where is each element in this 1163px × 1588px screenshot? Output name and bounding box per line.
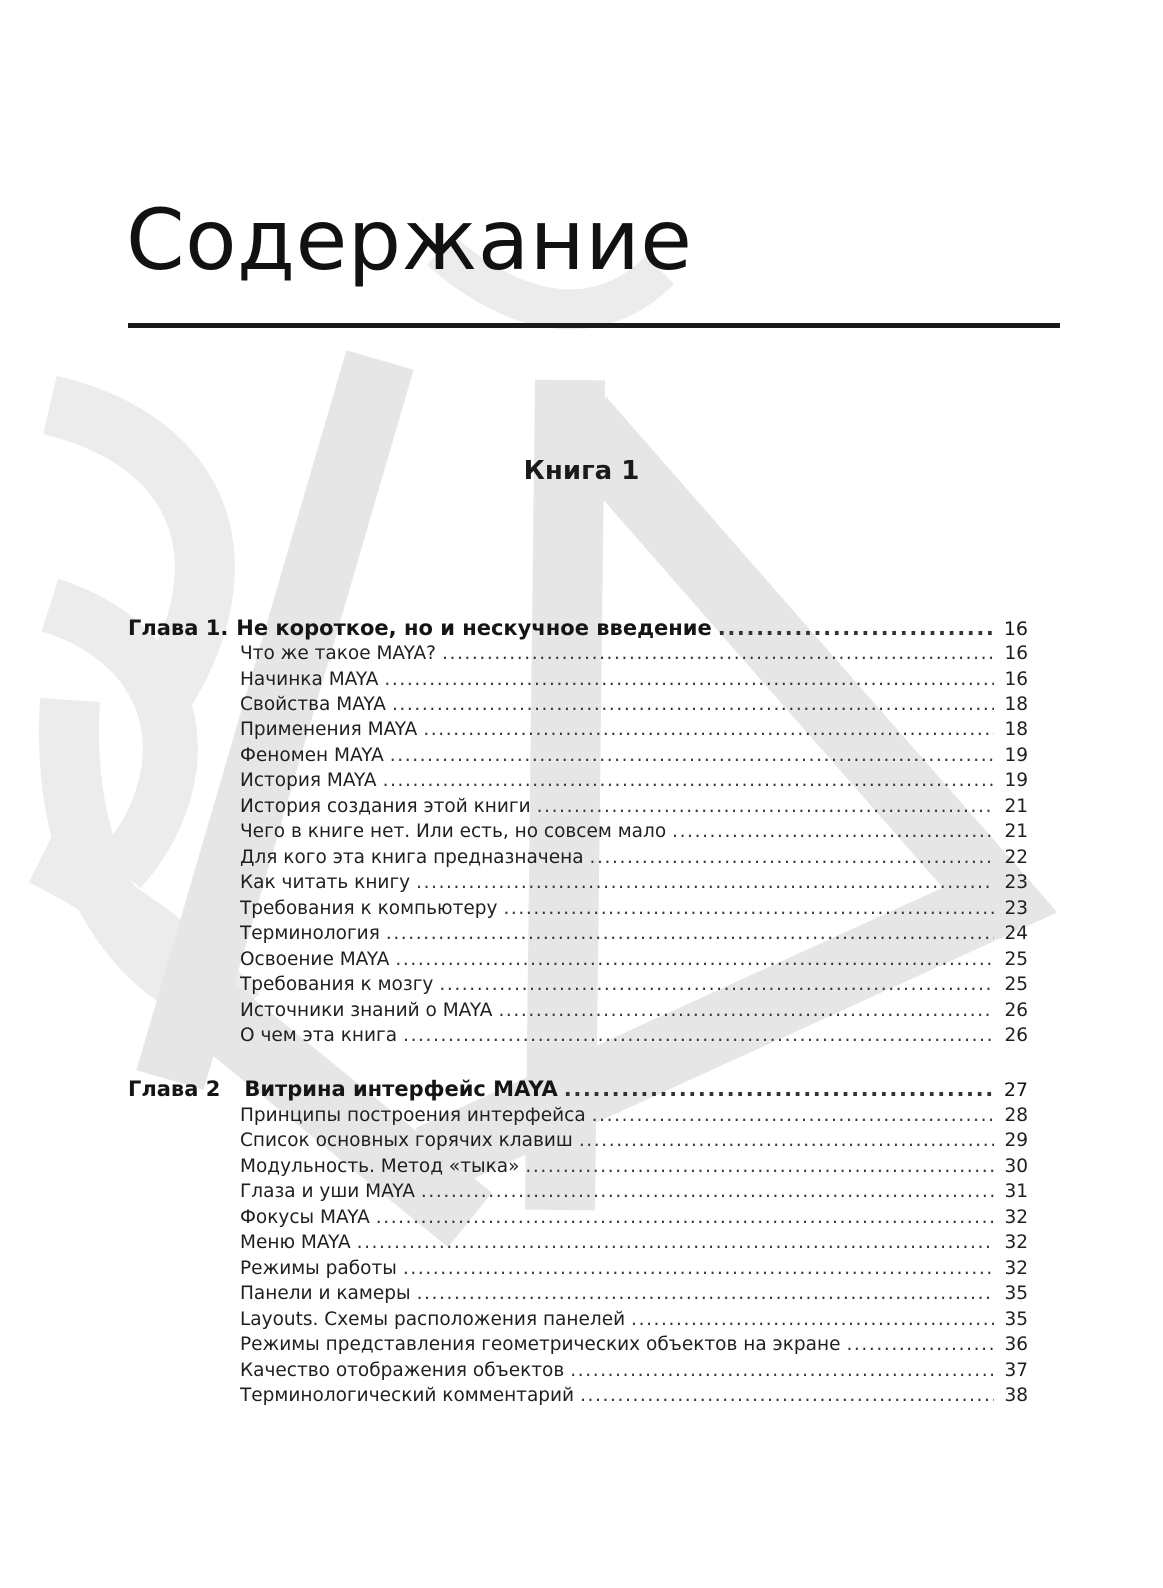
dot-leader: [718, 616, 994, 641]
entry-title: О чем эта книга: [240, 1025, 398, 1046]
entry-title: Источники знаний о MAYA: [240, 1000, 493, 1021]
page-number: 21: [1004, 796, 1028, 817]
entry-title: Глаза и уши MAYA: [240, 1181, 415, 1202]
page-number: 30: [1004, 1156, 1028, 1177]
toc-entry[interactable]: [240, 1103, 1028, 1128]
entry-title: Принципы построения интерфейса: [240, 1105, 586, 1126]
page-number: 28: [1004, 1105, 1028, 1126]
toc-entry[interactable]: [240, 1205, 1028, 1230]
entry-title: Свойства MAYA: [240, 694, 386, 715]
toc-entry[interactable]: [240, 692, 1028, 717]
dot-leader: [390, 743, 994, 768]
entry-title: Применения MAYA: [240, 719, 418, 740]
entry-title: Начинка MAYA: [240, 669, 379, 690]
page-number: 18: [1004, 694, 1028, 715]
chapter-number: Глава 1.: [128, 616, 229, 640]
dot-leader: [592, 1103, 994, 1128]
dot-leader: [417, 1281, 994, 1306]
entry-title: Для кого эта книга предназначена: [240, 847, 584, 868]
page-number: 16: [1004, 643, 1028, 664]
entry-title: Режимы работы: [240, 1258, 397, 1279]
page-number: 16: [1004, 669, 1028, 690]
toc-entry[interactable]: [240, 1307, 1028, 1332]
page-number: 25: [1004, 949, 1028, 970]
entry-title: История создания этой книги: [240, 796, 531, 817]
entry-title: Панели и камеры: [240, 1283, 411, 1304]
toc-entry[interactable]: [240, 972, 1028, 997]
entry-title: Терминология: [240, 923, 380, 944]
toc-entry[interactable]: [240, 667, 1028, 692]
dot-leader: [403, 1256, 994, 1281]
page-number: 37: [1004, 1360, 1028, 1381]
dot-leader: [590, 845, 994, 870]
entry-title: Режимы представления геометрических объектов на экране: [240, 1334, 841, 1355]
dot-leader: [383, 768, 994, 793]
page-number: 16: [1003, 618, 1028, 640]
dot-leader: [357, 1230, 994, 1255]
dot-leader: [423, 717, 994, 742]
dot-leader: [631, 1307, 994, 1332]
dot-leader: [392, 692, 994, 717]
entry-title: Меню MAYA: [240, 1232, 351, 1253]
dot-leader: [395, 947, 994, 972]
toc-entry[interactable]: [240, 870, 1028, 895]
page-number: 32: [1004, 1232, 1028, 1253]
entry-title: Что же такое MAYA?: [240, 643, 436, 664]
toc-entry[interactable]: [240, 845, 1028, 870]
page-number: 26: [1004, 1000, 1028, 1021]
dot-leader: [846, 1332, 994, 1357]
page-number: 18: [1004, 719, 1028, 740]
page-number: 26: [1004, 1025, 1028, 1046]
toc-entry[interactable]: [240, 794, 1028, 819]
entry-title: Список основных горячих клавиш: [240, 1130, 573, 1151]
title-rule: [128, 323, 1060, 328]
dot-leader: [537, 794, 994, 819]
dot-leader: [580, 1383, 994, 1408]
dot-leader: [579, 1128, 994, 1153]
entry-title: Феномен MAYA: [240, 745, 384, 766]
entry-title: Чего в книге нет. Или есть, но совсем мало: [240, 821, 667, 842]
entry-title: Освоение MAYA: [240, 949, 390, 970]
chapter-title: Витрина интерфейс MAYA: [244, 1077, 558, 1101]
dot-leader: [442, 641, 994, 666]
page-number: 36: [1004, 1334, 1028, 1355]
dot-leader: [384, 667, 994, 692]
toc-entry[interactable]: [240, 1358, 1028, 1383]
toc-chapter-1[interactable]: [128, 616, 1028, 641]
chapter-number: Глава 2: [128, 1077, 221, 1101]
book-heading: Книга 1: [523, 456, 640, 486]
toc-entry[interactable]: [240, 743, 1028, 768]
entry-title: Требования к компьютеру: [240, 898, 498, 919]
entry-title: Требования к мозгу: [240, 974, 434, 995]
dot-leader: [421, 1179, 994, 1204]
page-number: 38: [1004, 1385, 1028, 1406]
page-number: 24: [1004, 923, 1028, 944]
page-number: 23: [1004, 898, 1028, 919]
page-number: 29: [1004, 1130, 1028, 1151]
dot-leader: [672, 819, 994, 844]
dot-leader: [564, 1077, 994, 1102]
toc-entry[interactable]: [240, 819, 1028, 844]
toc-entry[interactable]: [240, 947, 1028, 972]
page-number: 32: [1004, 1258, 1028, 1279]
entry-title: Модульность. Метод «тыка»: [240, 1156, 520, 1177]
toc-entry[interactable]: [240, 641, 1028, 666]
toc-entry[interactable]: [240, 1154, 1028, 1179]
toc-entry[interactable]: [240, 1023, 1028, 1048]
dot-leader: [416, 870, 994, 895]
entry-title: Фокусы MAYA: [240, 1207, 370, 1228]
entry-title: Как читать книгу: [240, 872, 411, 893]
page-number: 21: [1004, 821, 1028, 842]
toc-entry[interactable]: [240, 998, 1028, 1023]
chapter-title: Не короткое, но и нескучное введение: [236, 616, 712, 640]
toc-chapter-2[interactable]: [128, 1077, 1028, 1102]
toc-entry[interactable]: [240, 768, 1028, 793]
page-number: 31: [1004, 1181, 1028, 1202]
dot-leader: [439, 972, 994, 997]
dot-leader: [503, 896, 994, 921]
page-number: 19: [1004, 770, 1028, 791]
entry-title: История MAYA: [240, 770, 377, 791]
entry-title: Терминологический комментарий: [240, 1385, 575, 1406]
toc-entry[interactable]: [240, 1256, 1028, 1281]
dot-leader: [386, 921, 994, 946]
dot-leader: [403, 1023, 994, 1048]
toc-entry[interactable]: [240, 921, 1028, 946]
entry-title: Качество отображения объектов: [240, 1360, 565, 1381]
toc-entry[interactable]: [240, 896, 1028, 921]
page-number: 19: [1004, 745, 1028, 766]
toc-entry[interactable]: [240, 717, 1028, 742]
page-number: 35: [1004, 1283, 1028, 1304]
page-title: Содержание: [126, 191, 693, 289]
toc-entry[interactable]: [240, 1281, 1028, 1306]
page-number: 23: [1004, 872, 1028, 893]
toc-entry[interactable]: [240, 1128, 1028, 1153]
toc-entry[interactable]: [240, 1332, 1028, 1357]
page-number: 32: [1004, 1207, 1028, 1228]
dot-leader: [525, 1154, 994, 1179]
page-number: 25: [1004, 974, 1028, 995]
toc-entry[interactable]: [240, 1179, 1028, 1204]
page-number: 27: [1003, 1079, 1028, 1101]
dot-leader: [498, 998, 994, 1023]
toc-entry[interactable]: [240, 1383, 1028, 1408]
page-number: 35: [1004, 1309, 1028, 1330]
dot-leader: [376, 1205, 994, 1230]
page-number: 22: [1004, 847, 1028, 868]
entry-title: Layouts. Схемы расположения панелей: [240, 1309, 626, 1330]
dot-leader: [570, 1358, 994, 1383]
toc-entry[interactable]: [240, 1230, 1028, 1255]
